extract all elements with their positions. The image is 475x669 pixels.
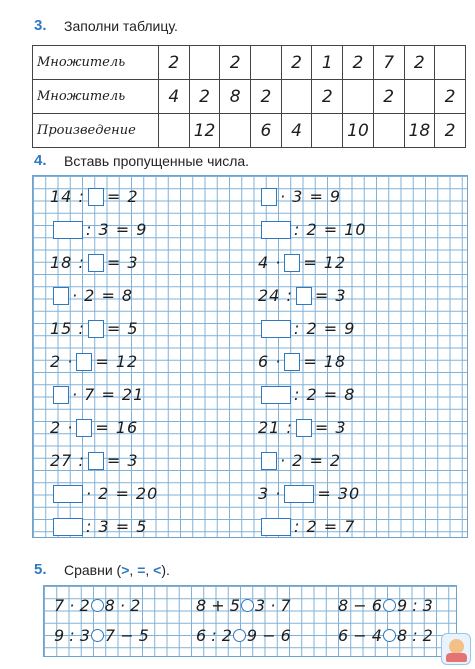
expression-right: 9 : 3 bbox=[396, 596, 433, 615]
expression-right: 8 · 2 bbox=[104, 596, 141, 615]
table-cell[interactable]: 10 bbox=[343, 114, 374, 148]
equation-text: · 7 = 21 bbox=[72, 385, 145, 404]
table-cell[interactable]: 2 bbox=[159, 46, 190, 80]
equation-text: 2 · bbox=[50, 418, 74, 437]
compare-circle[interactable] bbox=[233, 629, 246, 642]
answer-box[interactable] bbox=[88, 452, 104, 470]
table-row bbox=[33, 114, 466, 148]
equation bbox=[50, 220, 147, 239]
table-cell[interactable]: 2 bbox=[435, 80, 466, 114]
comparison bbox=[196, 626, 291, 645]
answer-box[interactable] bbox=[53, 485, 83, 503]
equation-text: = 3 bbox=[106, 451, 139, 470]
table-cell[interactable]: 4 bbox=[281, 114, 312, 148]
equation bbox=[258, 484, 360, 503]
equation-text: = 2 bbox=[106, 187, 139, 206]
table-cell[interactable] bbox=[404, 80, 435, 114]
table-cell[interactable]: 4 bbox=[159, 80, 190, 114]
equation bbox=[50, 286, 133, 305]
expression-left: 7 · 2 bbox=[54, 596, 90, 615]
expression-left: 9 : 3 bbox=[54, 626, 90, 645]
equation-text: · 3 = 9 bbox=[280, 187, 342, 206]
equation bbox=[258, 286, 347, 305]
compare-circle[interactable] bbox=[383, 629, 396, 642]
expression-left: 6 − 4 bbox=[338, 626, 382, 645]
answer-box[interactable] bbox=[88, 320, 104, 338]
equation-text: 14 : bbox=[50, 187, 85, 206]
equation bbox=[50, 484, 158, 503]
equation-text: 4 · bbox=[258, 253, 282, 272]
answer-box[interactable] bbox=[88, 254, 104, 272]
compare-circle[interactable] bbox=[91, 599, 104, 612]
equation-text: : 2 = 9 bbox=[294, 319, 356, 338]
equation bbox=[50, 352, 138, 371]
table-cell[interactable] bbox=[435, 46, 466, 80]
answer-box[interactable] bbox=[261, 188, 277, 206]
table-cell[interactable]: 2 bbox=[404, 46, 435, 80]
task-5-number: 5. bbox=[34, 561, 47, 578]
equation bbox=[258, 385, 355, 404]
multiplication-table bbox=[32, 45, 466, 148]
equation bbox=[50, 451, 139, 470]
comparison bbox=[338, 626, 433, 645]
table-cell[interactable] bbox=[281, 80, 312, 114]
equation bbox=[258, 517, 355, 536]
table-cell[interactable]: 2 bbox=[281, 46, 312, 80]
equation bbox=[50, 253, 139, 272]
equation bbox=[50, 385, 144, 404]
equation-text: 24 : bbox=[258, 286, 293, 305]
table-cell[interactable]: 6 bbox=[251, 114, 282, 148]
answer-box[interactable] bbox=[284, 485, 314, 503]
table-row bbox=[33, 46, 466, 80]
task-5-title-end: ). bbox=[161, 562, 170, 578]
expression-right: 3 · 7 bbox=[254, 596, 291, 615]
answer-box[interactable] bbox=[76, 353, 92, 371]
equation bbox=[258, 352, 346, 371]
equation bbox=[258, 187, 341, 206]
answer-box[interactable] bbox=[296, 287, 312, 305]
equation-text: 15 : bbox=[50, 319, 85, 338]
table-cell[interactable]: 18 bbox=[404, 114, 435, 148]
compare-circle[interactable] bbox=[91, 629, 104, 642]
equation bbox=[258, 220, 367, 239]
equation-text: 6 · bbox=[258, 352, 282, 371]
task-5-title bbox=[64, 562, 170, 578]
table-row bbox=[33, 80, 466, 114]
table-cell[interactable] bbox=[189, 46, 220, 80]
table-cell[interactable]: 2 bbox=[220, 46, 251, 80]
comparison bbox=[196, 596, 291, 615]
expression-left: 8 − 6 bbox=[338, 596, 382, 615]
equation-text: : 3 = 9 bbox=[86, 220, 148, 239]
equation bbox=[50, 187, 139, 206]
equation-text: = 16 bbox=[95, 418, 139, 437]
expression-right: 9 − 6 bbox=[246, 626, 291, 645]
table-cell[interactable]: 2 bbox=[373, 80, 404, 114]
equation-text: 21 : bbox=[258, 418, 293, 437]
task-4-title: Вставь пропущенные числа. bbox=[64, 153, 250, 169]
comparison bbox=[54, 626, 149, 645]
expression-right: 7 − 5 bbox=[104, 626, 149, 645]
answer-box[interactable] bbox=[261, 221, 291, 239]
equation bbox=[258, 319, 355, 338]
equation-text: · 2 = 8 bbox=[72, 286, 134, 305]
answer-box[interactable] bbox=[296, 419, 312, 437]
answer-box[interactable] bbox=[261, 518, 291, 536]
answer-box[interactable] bbox=[53, 386, 69, 404]
answer-box[interactable] bbox=[261, 452, 277, 470]
equation-text: = 30 bbox=[317, 484, 361, 503]
equation-text: : 2 = 10 bbox=[294, 220, 367, 239]
mascot-icon bbox=[441, 633, 471, 665]
row-label: Множитель bbox=[33, 80, 159, 114]
table-cell[interactable]: 2 bbox=[312, 80, 343, 114]
equation bbox=[258, 451, 341, 470]
task-5-title-start: Сравни ( bbox=[64, 562, 122, 578]
answer-box[interactable] bbox=[284, 254, 300, 272]
answer-box[interactable] bbox=[284, 353, 300, 371]
table-cell[interactable]: 1 bbox=[312, 46, 343, 80]
expression-left: 6 : 2 bbox=[196, 626, 232, 645]
task-4-number: 4. bbox=[34, 152, 47, 169]
row-label: Множитель bbox=[33, 46, 159, 80]
symbol-equal: = bbox=[137, 562, 146, 578]
table-cell[interactable]: 2 bbox=[251, 80, 282, 114]
equation-text: 18 : bbox=[50, 253, 85, 272]
equation-text: = 5 bbox=[106, 319, 139, 338]
equation bbox=[258, 418, 347, 437]
symbol-less: < bbox=[153, 562, 162, 578]
table-cell[interactable] bbox=[312, 114, 343, 148]
equation-text: 2 · bbox=[50, 352, 74, 371]
equation-text: = 3 bbox=[314, 418, 347, 437]
table-cell[interactable] bbox=[373, 114, 404, 148]
answer-box[interactable] bbox=[88, 188, 104, 206]
equation-text: 3 · bbox=[258, 484, 282, 503]
table-cell[interactable]: 2 bbox=[189, 80, 220, 114]
equation-text: = 12 bbox=[95, 352, 139, 371]
table-cell[interactable]: 2 bbox=[435, 114, 466, 148]
compare-circle[interactable] bbox=[383, 599, 396, 612]
task-5-separator: , bbox=[129, 562, 138, 578]
answer-box[interactable] bbox=[261, 320, 291, 338]
task-5-separator: , bbox=[145, 562, 154, 578]
table-cell[interactable] bbox=[220, 114, 251, 148]
equation bbox=[50, 418, 138, 437]
equation bbox=[50, 517, 147, 536]
symbol-greater: > bbox=[121, 562, 130, 578]
equation-text: = 3 bbox=[106, 253, 139, 272]
table-cell[interactable] bbox=[159, 114, 190, 148]
equation-text: : 2 = 7 bbox=[294, 517, 356, 536]
table-cell[interactable]: 8 bbox=[220, 80, 251, 114]
table-cell[interactable] bbox=[343, 80, 374, 114]
task-3-number: 3. bbox=[34, 17, 47, 34]
comparison bbox=[54, 596, 140, 615]
expression-left: 8 + 5 bbox=[196, 596, 240, 615]
expression-right: 8 : 2 bbox=[396, 626, 433, 645]
answer-box[interactable] bbox=[53, 518, 83, 536]
equation-text: = 12 bbox=[303, 253, 347, 272]
comparison bbox=[338, 596, 433, 615]
equation bbox=[258, 253, 346, 272]
answer-box[interactable] bbox=[261, 386, 291, 404]
task-3-title: Заполни таблицу. bbox=[64, 18, 178, 34]
compare-circle[interactable] bbox=[241, 599, 254, 612]
answer-box[interactable] bbox=[53, 287, 69, 305]
table-cell[interactable]: 7 bbox=[373, 46, 404, 80]
table-cell[interactable] bbox=[251, 46, 282, 80]
equation-text: · 2 = 2 bbox=[280, 451, 342, 470]
table-cell[interactable]: 12 bbox=[189, 114, 220, 148]
equation-text: · 2 = 20 bbox=[86, 484, 159, 503]
answer-box[interactable] bbox=[53, 221, 83, 239]
table-cell[interactable]: 2 bbox=[343, 46, 374, 80]
answer-box[interactable] bbox=[76, 419, 92, 437]
equation-text: : 3 = 5 bbox=[86, 517, 148, 536]
equation-text: 27 : bbox=[50, 451, 85, 470]
equation-text: = 18 bbox=[303, 352, 347, 371]
equation bbox=[50, 319, 139, 338]
equation-text: = 3 bbox=[314, 286, 347, 305]
row-label: Произведение bbox=[33, 114, 159, 148]
equation-text: : 2 = 8 bbox=[294, 385, 356, 404]
